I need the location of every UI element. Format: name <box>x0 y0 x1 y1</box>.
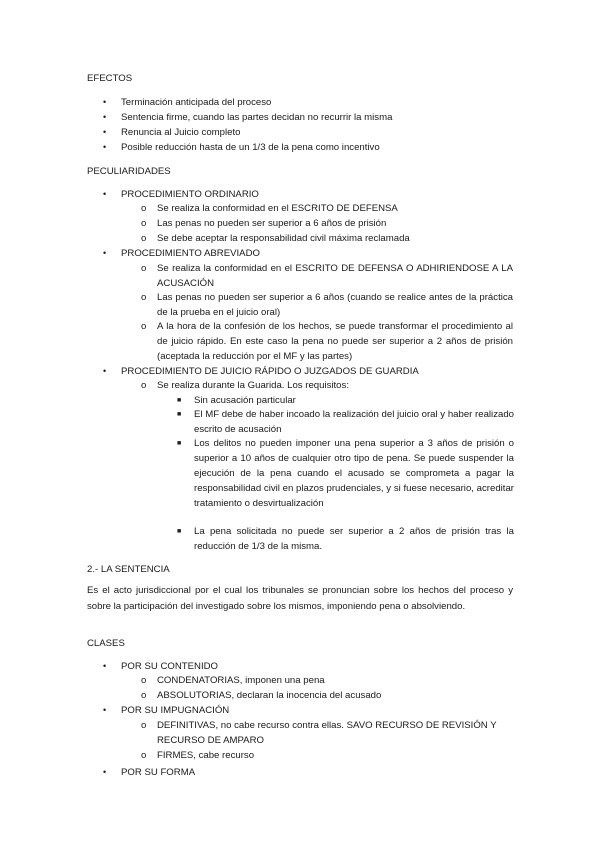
procedimiento-rapido-label: PROCEDIMIENTO DE JUICIO RÁPIDO O JUZGADOS DE GUARDIA <box>121 366 419 377</box>
abreviado-item: Se realiza la conformidad en el ESCRITO DE DEFENSA O ADHIRIENDOSE A LA ACUSACIÓN <box>157 263 513 289</box>
square-bullet-icon: ■ <box>177 411 182 418</box>
circle-bullet-icon: o <box>141 321 147 332</box>
clase-contenido-label: POR SU CONTENIDO <box>121 661 219 672</box>
rapido-item: Se realiza durante la Guarida. Los requisitos: <box>157 380 349 391</box>
efectos-item: Sentencia firme, cuando las partes decidan no recurrir la misma <box>121 112 393 123</box>
circle-bullet-icon: o <box>141 720 147 731</box>
efectos-item: Renuncia al Juicio completo <box>121 127 241 138</box>
bullet-icon: • <box>103 97 107 107</box>
contenido-item: ABSOLUTORIAS, declaran la inocencia del acusado <box>157 690 382 701</box>
clases-heading: CLASES <box>87 638 125 649</box>
impugnacion-item: DEFINITIVAS, no cabe recurso contra ellas. SAVO RECURSO DE REVISIÓN Y RECURSO DE AMPARO <box>157 720 497 746</box>
bullet-icon: • <box>103 189 107 199</box>
bullet-icon: • <box>103 366 107 376</box>
circle-bullet-icon: o <box>141 675 147 686</box>
procedimiento-abreviado-label: PROCEDIMIENTO ABREVIADO <box>121 248 260 259</box>
peculiaridades-heading: PECULIARIDADES <box>87 166 171 177</box>
circle-bullet-icon: o <box>141 292 147 303</box>
abreviado-item: A la hora de la confesión de los hechos, se puede transformar el procedimiento al de juicio rápido. En este caso la pena no puede ser superior a 2 años de prisión (aceptada la reducción por el MF y las partes) <box>157 321 513 362</box>
procedimiento-ordinario-label: PROCEDIMIENTO ORDINARIO <box>121 189 259 200</box>
ordinario-item: Se debe aceptar la responsabilidad civil máxima reclamada <box>157 233 410 244</box>
bullet-icon: • <box>103 248 107 258</box>
clase-impugnacion-label: POR SU IMPUGNACIÓN <box>121 705 230 716</box>
bullet-icon: • <box>103 767 107 777</box>
circle-bullet-icon: o <box>141 690 147 701</box>
circle-bullet-icon: o <box>141 233 147 244</box>
efectos-heading: EFECTOS <box>87 73 133 84</box>
bullet-icon: • <box>103 142 107 152</box>
bullet-icon: • <box>103 705 107 715</box>
requisito-item: Los delitos no pueden imponer una pena superior a 3 años de prisión o superior a 10 años de cualquier otro tipo de pena. Se puede suspender la ejecución de la pena cuando el acusado se comprometa a pagar la responsabilidad civil en plazos prudenciales, y si fuese necesario, acreditar tratamiento o desvirtualización <box>194 438 514 509</box>
ordinario-item: Las penas no pueden ser superior a 6 años de prisión <box>157 218 387 229</box>
impugnacion-item: FIRMES, cabe recurso <box>157 750 255 761</box>
circle-bullet-icon: o <box>141 750 147 761</box>
ordinario-item: Se realiza la conformidad en el ESCRITO DE DEFENSA <box>157 203 398 214</box>
circle-bullet-icon: o <box>141 218 147 229</box>
bullet-icon: • <box>103 112 107 122</box>
bullet-icon: • <box>103 661 107 671</box>
requisito-item: Sin acusación particular <box>194 395 296 406</box>
abreviado-item: Las penas no pueden ser superior a 6 años (cuando se realice antes de la práctica de la prueba en el juicio oral) <box>157 292 513 318</box>
square-bullet-icon: ■ <box>177 440 182 447</box>
square-bullet-icon: ■ <box>177 397 182 404</box>
contenido-item: CONDENATORIAS, imponen una pena <box>157 675 325 686</box>
square-bullet-icon: ■ <box>177 528 182 535</box>
requisito-item: El MF debe de haber incoado la realización del juicio oral y haber realizado escrito de acusación <box>194 409 514 435</box>
circle-bullet-icon: o <box>141 263 147 274</box>
efectos-item: Posible reducción hasta de un 1/3 de la pena como incentivo <box>121 142 380 153</box>
requisito-item: La pena solicitada no puede ser superior a 2 años de prisión tras la reducción de 1/3 de la misma. <box>194 526 514 552</box>
circle-bullet-icon: o <box>141 203 147 214</box>
sentencia-heading: 2.- LA SENTENCIA <box>87 564 170 575</box>
efectos-item: Terminación anticipada del proceso <box>121 97 272 108</box>
sentencia-paragraph: Es el acto jurisdiccional por el cual los tribunales se pronuncian sobre los hechos del proceso y sobre la participación del investigado sobre los mismos, imponiendo pena o absolviendo. <box>87 585 513 612</box>
clase-forma-label: POR SU FORMA <box>121 767 196 778</box>
circle-bullet-icon: o <box>141 380 147 391</box>
bullet-icon: • <box>103 127 107 137</box>
